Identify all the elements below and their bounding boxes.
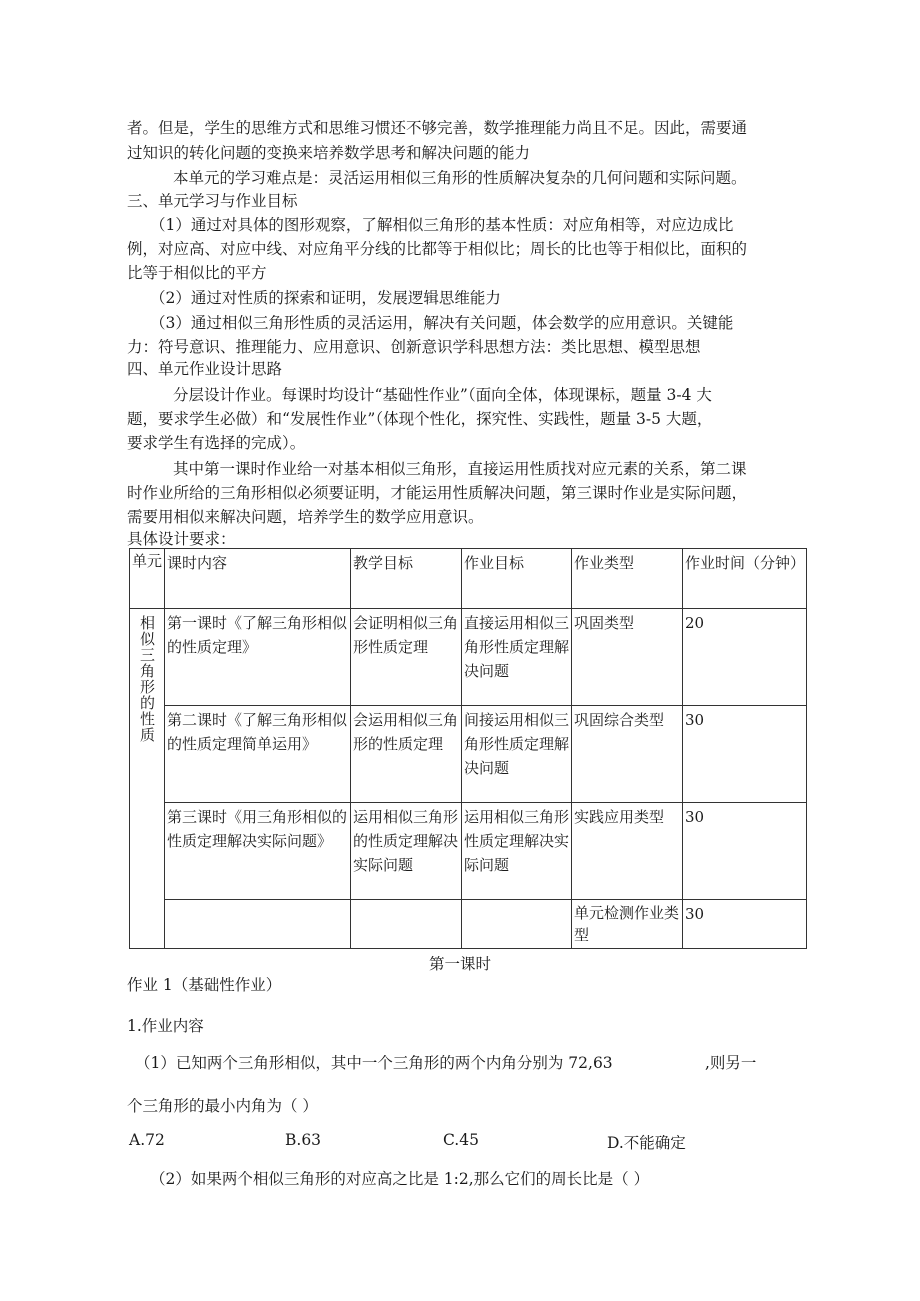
section4-heading: 四、单元作业设计思路 xyxy=(127,360,283,378)
header-homework-type: 作业类型 xyxy=(572,549,683,609)
header-unit: 单元 xyxy=(130,549,165,609)
homework-time: 30 xyxy=(683,706,807,803)
header-teaching-goal: 教学目标 xyxy=(351,549,462,609)
homework-time: 30 xyxy=(683,803,807,900)
homework-goal: 运用相似三角形性质定理解决实际问题 xyxy=(462,803,572,900)
option-c: C.45 xyxy=(443,1131,479,1149)
goal1-line1: （1）通过对具体的图形观察，了解相似三角形的基本性质：对应角相等，对应边成比 xyxy=(150,216,734,234)
header-homework-goal: 作业目标 xyxy=(462,549,572,609)
table-row xyxy=(130,900,807,949)
table-row xyxy=(130,803,807,900)
design-p2-line3: 需要用相似来解决问题，培养学生的数学应用意识。 xyxy=(127,508,484,526)
homework-goal: 直接运用相似三角形性质定理解决问题 xyxy=(462,609,572,706)
question2: （2）如果两个相似三角形的对应高之比是 1:2,那么它们的周长比是（ ） xyxy=(150,1170,650,1188)
design-table xyxy=(129,548,807,949)
question1-line1-tail: ,则另一 xyxy=(705,1054,757,1072)
homework-goal xyxy=(462,900,572,949)
question1-line1: （1）已知两个三角形相似，其中一个三角形的两个内角分别为 72,63 xyxy=(135,1054,613,1072)
requirement-label: 具体设计要求： xyxy=(127,530,236,548)
homework-type: 实践应用类型 xyxy=(572,803,683,900)
lesson-content: 第二课时《了解三角形相似的性质定理简单运用》 xyxy=(165,706,351,803)
header-content: 课时内容 xyxy=(165,549,351,609)
goal3-line2: 力：符号意识、推理能力、应用意识、创新意识学科思想方法：类比思想、模型思想 xyxy=(127,338,701,356)
homework-type: 单元检测作业类型 xyxy=(572,900,683,949)
homework-type: 巩固综合类型 xyxy=(572,706,683,803)
teaching-goal: 会证明相似三角形性质定理 xyxy=(351,609,462,706)
lesson-content: 第三课时《用三角形相似的性质定理解决实际问题》 xyxy=(165,803,351,900)
section3-heading: 三、单元学习与作业目标 xyxy=(127,192,298,210)
goal1-line3: 比等于相似比的平方 xyxy=(127,264,267,282)
design-p2-line1: 其中第一课时作业给一对基本相似三角形，直接运用性质找对应元素的关系，第二课 xyxy=(173,460,747,478)
intro-line-1: 者。但是，学生的思维方式和思维习惯还不够完善，数学推理能力尚且不足。因此，需要通 xyxy=(127,119,748,137)
unit-name-cell xyxy=(130,609,165,949)
design-p1-line1: 分层设计作业。每课时均设计“基础性作业”（面向全体，体现课标，题量 3-4 大 xyxy=(173,386,712,404)
table-row xyxy=(130,609,807,706)
intro-line-2: 过知识的转化问题的变换来培养数学思考和解决问题的能力 xyxy=(127,144,531,162)
difficulty-text: 本单元的学习难点是：灵活运用相似三角形的性质解决复杂的几何问题和实际问题。 xyxy=(173,169,747,187)
option-a: A.72 xyxy=(129,1131,165,1149)
lesson-content: 第一课时《了解三角形相似的性质定理》 xyxy=(165,609,351,706)
homework-time: 20 xyxy=(683,609,807,706)
lesson1-title: 第一课时 xyxy=(428,955,491,973)
goal1-line2: 例，对应高、对应中线、对应角平分线的比都等于相似比；周长的比也等于相似比，面积的 xyxy=(127,240,748,258)
homework1-label: 作业 1（基础性作业） xyxy=(127,976,282,994)
goal2-text: （2）通过对性质的探索和证明，发展逻辑思维能力 xyxy=(150,289,501,307)
option-d: D.不能确定 xyxy=(607,1134,686,1152)
goal3-line1: （3）通过相似三角形性质的灵活运用，解决有关问题，体会数学的应用意识。关键能 xyxy=(150,314,734,332)
lesson-content xyxy=(165,900,351,949)
question1-line2: 个三角形的最小内角为（ ） xyxy=(127,1097,318,1115)
option-b: B.63 xyxy=(285,1131,322,1149)
homework-goal: 间接运用相似三角形性质定理解决问题 xyxy=(462,706,572,803)
table-header-row xyxy=(130,549,807,609)
teaching-goal xyxy=(351,900,462,949)
teaching-goal: 运用相似三角形的性质定理解决实际问题 xyxy=(351,803,462,900)
homework-type: 巩固类型 xyxy=(572,609,683,706)
unit-name: 相似三角形的性质 xyxy=(138,615,156,743)
header-homework-time: 作业时间（分钟） xyxy=(683,549,807,609)
homework-time: 30 xyxy=(683,900,807,949)
teaching-goal: 会运用相似三角形的性质定理 xyxy=(351,706,462,803)
design-p2-line2: 时作业所给的三角形相似必须要证明，才能运用性质解决问题，第三课时作业是实际问题， xyxy=(127,484,748,502)
design-p1-line2: 题，要求学生必做）和“发展性作业”（体现个性化，探究性、实践性，题量 3-5 大题， xyxy=(127,410,713,428)
homework-content-label: 1.作业内容 xyxy=(127,1017,204,1035)
design-p1-line3: 要求学生有选择的完成）。 xyxy=(127,434,306,452)
table-row xyxy=(130,706,807,803)
